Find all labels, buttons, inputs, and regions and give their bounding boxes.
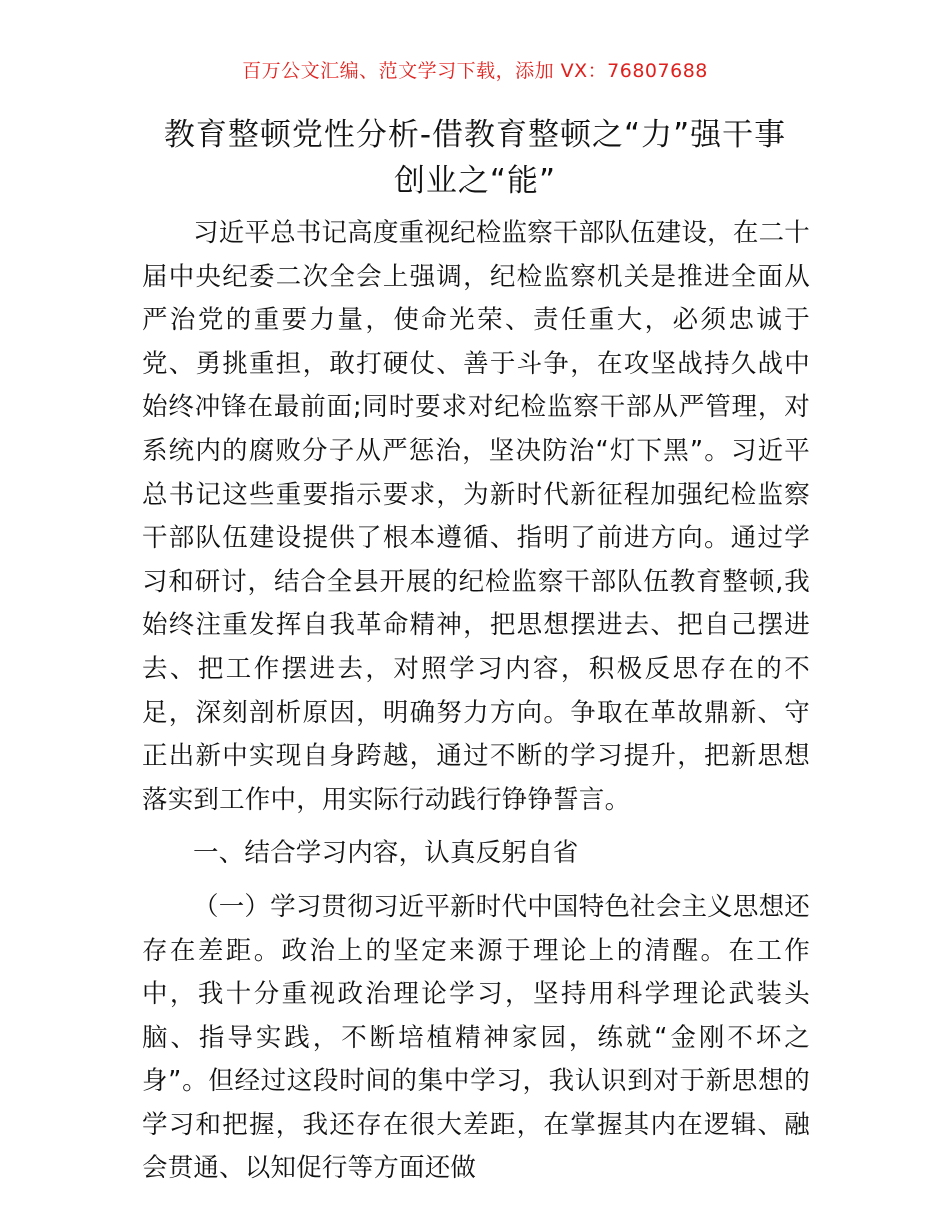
section-heading: 一、结合学习内容，认真反躬自省 [193, 838, 579, 869]
title-line-1: 教育整顿党性分析-借教育整顿之“力”强干事 [163, 117, 787, 153]
document-title [140, 112, 810, 204]
document-body [142, 212, 810, 1191]
title-line-2: 创业之“能” [393, 163, 557, 199]
subsection-paragraph: （一）学习贯彻习近平新时代中国特色社会主义思想还存在差距。政治上的坚定来源于理论上的清醒。在工作中，我十分重视政治理论学习，坚持用科学理论武装头脑、指导实践，不断培植精神家园，练就“金刚不坏之身”。但经过这段时间的集中学习，我认识到对于新思想的学习和把握，我还存在很大差距，在掌握其内在逻辑、融会贯通、以知促行等方面还做 [142, 891, 810, 1184]
intro-paragraph: 习近平总书记高度重视纪检监察干部队伍建设，在二十届中央纪委二次全会上强调，纪检监察机关是推进全面从严治党的重要力量，使命光荣、责任重大，必须忠诚于党、勇挑重担，敢打硬仗、善于斗争，在攻坚战持久战中始终冲锋在最前面;同时要求对纪检监察干部从严管理，对系统内的腐败分子从严惩治，坚决防治“灯下黑”。习近平总书记这些重要指示要求，为新时代新征程加强纪检监察干部队伍建设提供了根本遵循、指明了前进方向。通过学习和研讨，结合全县开展的纪检监察干部队伍教育整顿,我始终注重发挥自我革命精神，把思想摆进去、把自己摆进去、把工作摆进去，对照学习内容，积极反思存在的不足，深刻剖析原因，明确努力方向。争取在革故鼎新、守正出新中实现自身跨越，通过不断的学习提升，把新思想落实到工作中，用实际行动践行铮铮誓言。 [142, 218, 810, 815]
watermark-header: 百万公文汇编、范文学习下载，添加 VX：76807688 [242, 60, 708, 82]
